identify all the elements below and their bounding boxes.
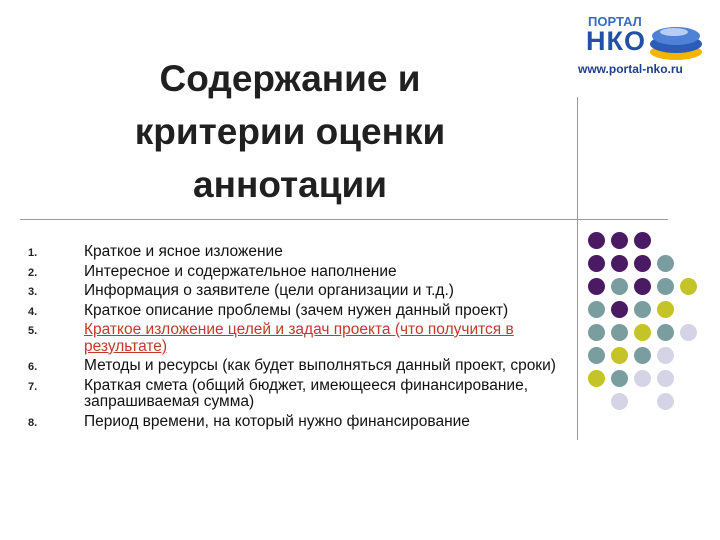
list-item-number: 7. bbox=[28, 380, 38, 393]
logo-disc-icon bbox=[648, 18, 704, 62]
list-item-text: Краткое изложение целей и задач проекта (что получится в результате) bbox=[84, 321, 514, 355]
list-item-text: Методы и ресурсы (как будет выполняться данный проект, сроки) bbox=[84, 357, 556, 374]
title-line-3: аннотации bbox=[193, 164, 387, 205]
decorative-dot bbox=[588, 324, 605, 341]
criteria-list bbox=[28, 244, 568, 433]
decorative-dot bbox=[588, 347, 605, 364]
decorative-dot bbox=[611, 370, 628, 387]
decorative-dot bbox=[657, 393, 674, 410]
decorative-dot bbox=[680, 278, 697, 295]
decorative-dot bbox=[611, 347, 628, 364]
decorative-dot bbox=[588, 255, 605, 272]
title-line-1: Содержание и bbox=[159, 58, 421, 99]
portal-nko-logo bbox=[578, 12, 708, 82]
decorative-dot bbox=[611, 255, 628, 272]
decorative-dot bbox=[588, 278, 605, 295]
slide-title bbox=[60, 52, 520, 211]
list-item bbox=[28, 378, 568, 411]
list-item-number: 5. bbox=[28, 325, 38, 337]
decorative-dot bbox=[588, 370, 605, 387]
logo-url: www.portal-nko.ru bbox=[578, 62, 683, 76]
decorative-dot-grid bbox=[588, 232, 708, 412]
list-item-number: 2. bbox=[28, 266, 38, 279]
list-item bbox=[28, 322, 568, 355]
list-item-number: 6. bbox=[28, 361, 38, 373]
title-line-2: критерии оценки bbox=[134, 111, 446, 152]
decorative-dot bbox=[611, 278, 628, 295]
decorative-dot bbox=[657, 370, 674, 387]
list-item-text: Интересное и содержательное наполнение bbox=[84, 262, 397, 280]
decorative-dot bbox=[657, 324, 674, 341]
list-item-text: Краткая смета (общий бюджет, имеющееся финансирование, запрашиваемая сумма) bbox=[84, 376, 528, 410]
decorative-dot bbox=[657, 347, 674, 364]
decorative-dot bbox=[634, 370, 651, 387]
decorative-dot bbox=[634, 232, 651, 249]
list-item-number: 4. bbox=[28, 305, 38, 318]
decorative-dot bbox=[657, 255, 674, 272]
list-item bbox=[28, 264, 568, 281]
list-item-number: 1. bbox=[28, 247, 38, 259]
decorative-dot bbox=[634, 255, 651, 272]
decorative-dot bbox=[634, 278, 651, 295]
list-item bbox=[28, 303, 568, 320]
decorative-dot bbox=[657, 278, 674, 295]
list-item-number: 8. bbox=[28, 416, 38, 429]
decorative-dot bbox=[611, 324, 628, 341]
decorative-dot bbox=[634, 324, 651, 341]
list-item bbox=[28, 283, 568, 300]
vertical-divider bbox=[577, 97, 578, 440]
decorative-dot bbox=[611, 232, 628, 249]
list-item bbox=[28, 414, 568, 431]
horizontal-divider bbox=[20, 219, 668, 220]
list-item bbox=[28, 244, 568, 261]
decorative-dot bbox=[611, 301, 628, 318]
logo-main-text: НКО bbox=[586, 26, 646, 56]
list-item-number: 3. bbox=[28, 286, 38, 298]
list-item-text: Период времени, на который нужно финансирование bbox=[84, 412, 470, 430]
logo-top-text: ПОРТАЛ bbox=[588, 14, 642, 29]
list-item-text: Информация о заявителе (цели организации и т.д.) bbox=[84, 282, 454, 299]
list-item-text: Краткое описание проблемы (зачем нужен данный проект) bbox=[84, 301, 509, 319]
list-item bbox=[28, 358, 568, 375]
decorative-dot bbox=[588, 232, 605, 249]
list-item-text: Краткое и ясное изложение bbox=[84, 243, 283, 260]
decorative-dot bbox=[680, 324, 697, 341]
decorative-dot bbox=[588, 301, 605, 318]
decorative-dot bbox=[634, 301, 651, 318]
decorative-dot bbox=[634, 347, 651, 364]
decorative-dot bbox=[611, 393, 628, 410]
decorative-dot bbox=[657, 301, 674, 318]
